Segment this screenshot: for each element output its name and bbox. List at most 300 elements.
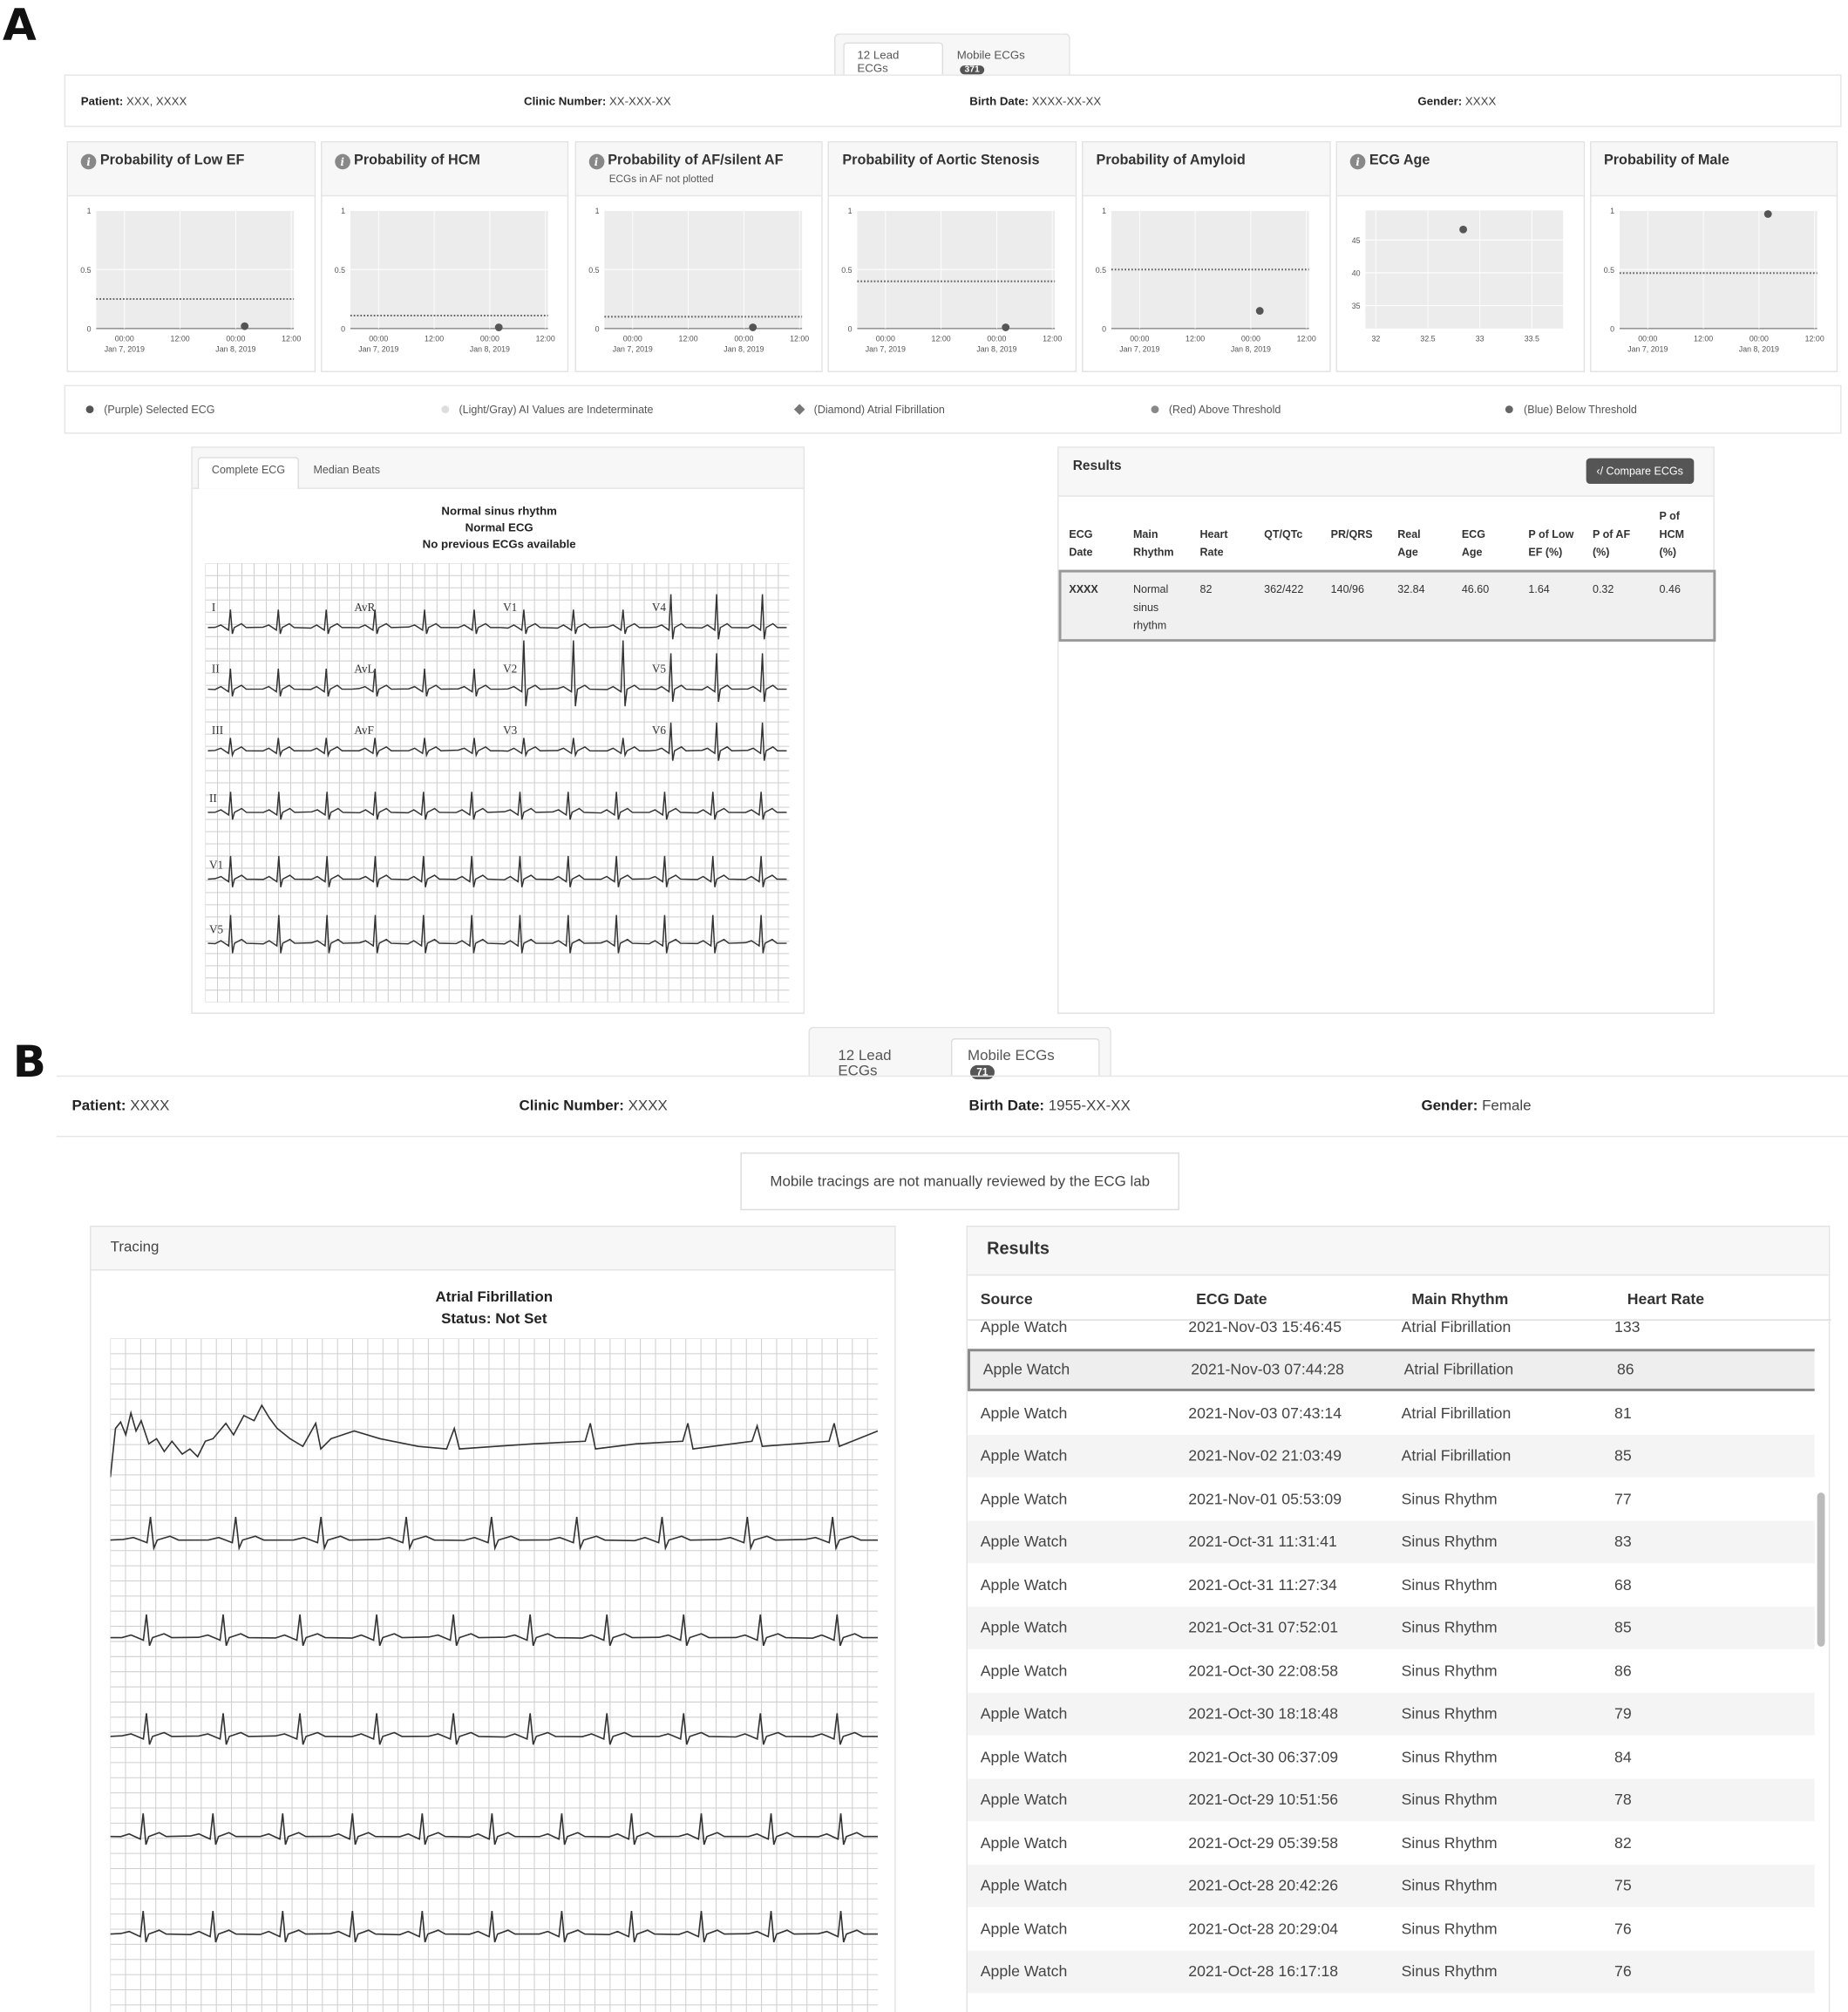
table-row[interactable] xyxy=(968,1821,1815,1864)
x-tick-label: 00:00 xyxy=(1130,334,1150,343)
y-tick-label: 1 xyxy=(340,207,345,216)
table-cell: Sinus Rhythm xyxy=(1401,1533,1498,1551)
table-cell: Apple Watch xyxy=(980,1920,1068,1938)
table-cell: Apple Watch xyxy=(980,1833,1068,1852)
table-cell: Apple Watch xyxy=(980,1704,1068,1723)
data-point xyxy=(749,323,757,331)
gender-label: Gender: xyxy=(1421,1098,1478,1114)
results-cell: XXXX xyxy=(1069,582,1098,596)
header-line: (%) xyxy=(1593,545,1610,559)
lead-label: III xyxy=(211,724,224,738)
table-cell: 2021-Oct-31 07:52:01 xyxy=(1188,1618,1339,1637)
x-tick-label: 12:00 xyxy=(1693,334,1713,343)
table-cell: 84 xyxy=(1614,1747,1632,1766)
y-tick-label: 1 xyxy=(848,207,853,216)
gender-field xyxy=(1392,94,1840,107)
data-point xyxy=(1459,226,1467,234)
column-header xyxy=(1593,525,1630,561)
results-cell: 32.84 xyxy=(1397,582,1425,596)
patient-field xyxy=(57,1098,499,1114)
x-tick-label: 32.5 xyxy=(1420,334,1436,343)
probability-card xyxy=(574,141,823,372)
column-header xyxy=(1397,525,1420,561)
lead-label: V1 xyxy=(208,858,224,872)
card-title: Probability of HCM xyxy=(354,153,480,168)
lead-label: V2 xyxy=(503,662,518,676)
table-cell: 76 xyxy=(1614,1920,1632,1938)
lead-label: AvR xyxy=(354,600,376,614)
table-row[interactable] xyxy=(968,1434,1815,1477)
interpretation-line: Normal sinus rhythm xyxy=(441,504,557,518)
twelve-lead-ecg-tracing xyxy=(206,563,790,1002)
lead-label: II xyxy=(208,792,217,805)
table-cell: Sinus Rhythm xyxy=(1401,1833,1498,1852)
clinic-label: Clinic Number: xyxy=(524,94,607,107)
compare-icon: ‹/ xyxy=(1596,464,1607,478)
complete-ecg-card xyxy=(191,446,805,1014)
indeterminate-dot-icon xyxy=(441,405,449,413)
tab-label: Mobile ECGs xyxy=(956,48,1025,62)
table-cell: Sinus Rhythm xyxy=(1401,1489,1498,1508)
header-line: Real xyxy=(1397,527,1421,540)
x-tick-label: 32 xyxy=(1371,334,1381,343)
card-header xyxy=(830,142,1076,196)
table-row[interactable] xyxy=(968,1907,1815,1950)
x-tick-label: 00:00 xyxy=(114,334,134,343)
tab-12-lead-ecgs[interactable] xyxy=(843,43,942,75)
table-cell: Apple Watch xyxy=(980,1575,1068,1594)
header-line: Age xyxy=(1461,545,1483,559)
column-header xyxy=(1264,525,1302,543)
header-line: QT/QTc xyxy=(1264,527,1303,540)
column-header: ECG Date xyxy=(1196,1289,1267,1308)
selected-dot-icon xyxy=(86,405,94,413)
tab-median-beats[interactable] xyxy=(299,457,394,487)
x-tick-label: 00:00 xyxy=(622,334,642,343)
table-cell: Sinus Rhythm xyxy=(1401,1618,1498,1637)
button-label: Compare ECGs xyxy=(1606,464,1683,478)
table-cell: 68 xyxy=(1614,1575,1632,1594)
x-tick-label: Jan 8, 2019 xyxy=(723,344,764,354)
y-tick-label: 0.5 xyxy=(80,265,92,275)
info-icon[interactable]: i xyxy=(588,154,604,170)
card-header xyxy=(68,142,314,196)
header-line: Rhythm xyxy=(1132,545,1174,559)
y-tick-label: 0 xyxy=(340,324,345,334)
scatter-chart xyxy=(1337,198,1581,372)
mobile-count-badge: 71 xyxy=(970,1065,995,1079)
patient-info-bar-a xyxy=(65,74,1842,126)
tab-label: Complete ECG xyxy=(211,463,286,477)
mobile-ecg-tracing xyxy=(111,1339,878,2012)
table-cell: 2021-Oct-29 05:39:58 xyxy=(1188,1833,1339,1852)
table-row[interactable] xyxy=(968,1950,1815,1993)
x-tick-label: Jan 7, 2019 xyxy=(612,344,653,354)
scatter-chart xyxy=(830,198,1074,372)
column-header xyxy=(1462,525,1485,561)
tracing-title: Tracing xyxy=(92,1227,895,1270)
patient-value: XXXX xyxy=(130,1098,170,1114)
results-list-b[interactable] xyxy=(968,1321,1815,2012)
column-header xyxy=(1331,525,1373,543)
table-cell: Apple Watch xyxy=(980,1747,1068,1766)
x-tick-label: Jan 7, 2019 xyxy=(1119,344,1160,354)
x-tick-label: 33.5 xyxy=(1524,334,1539,343)
table-cell: 2021-Nov-03 15:46:45 xyxy=(1188,1320,1342,1336)
clinic-field xyxy=(503,94,946,107)
tab-label: 12 Lead ECGs xyxy=(857,48,900,75)
legend-above-threshold xyxy=(1131,403,1485,416)
table-row[interactable] xyxy=(968,1692,1815,1735)
header-line: ECG xyxy=(1069,527,1093,540)
data-point xyxy=(1002,323,1010,331)
y-tick-label: 0 xyxy=(1609,324,1614,334)
lead-label: AvF xyxy=(354,724,374,738)
birth-field xyxy=(947,94,1392,107)
table-cell: Apple Watch xyxy=(980,1662,1068,1680)
results-cell: 46.60 xyxy=(1461,582,1490,596)
table-cell: Apple Watch xyxy=(980,1533,1068,1551)
status-label: Status: Not Set xyxy=(441,1311,547,1328)
info-icon[interactable]: i xyxy=(81,154,97,170)
lead-label: II xyxy=(211,662,220,676)
header-line: EF (%) xyxy=(1528,545,1563,559)
table-cell: 2021-Nov-03 07:43:14 xyxy=(1188,1404,1342,1422)
table-cell: 2021-Oct-28 16:17:18 xyxy=(1188,1962,1339,1981)
legend-label: (Purple) Selected ECG xyxy=(104,403,215,416)
birth-label: Birth Date: xyxy=(969,94,1029,107)
table-cell: 83 xyxy=(1614,1533,1632,1551)
table-cell: 77 xyxy=(1614,1489,1632,1508)
card-title: Probability of AF/silent AF xyxy=(608,153,784,168)
table-row[interactable] xyxy=(968,1563,1815,1606)
table-cell: 2021-Oct-28 20:29:04 xyxy=(1188,1920,1339,1938)
x-tick-label: Jan 7, 2019 xyxy=(357,344,399,354)
gender-field xyxy=(1396,1098,1848,1114)
legend-below-threshold xyxy=(1485,403,1840,416)
lead-label: V1 xyxy=(503,600,518,614)
x-tick-label: 00:00 xyxy=(479,334,499,343)
y-tick-label: 0 xyxy=(86,324,92,334)
x-tick-label: 00:00 xyxy=(733,334,753,343)
table-cell: Atrial Fibrillation xyxy=(1403,1360,1514,1379)
tab-mobile-ecgs[interactable] xyxy=(951,1038,1100,1076)
table-cell: Sinus Rhythm xyxy=(1401,1920,1498,1938)
table-cell: Apple Watch xyxy=(980,1876,1068,1895)
x-tick-label: 00:00 xyxy=(226,334,246,343)
column-header xyxy=(1069,525,1092,561)
x-tick-label: 12:00 xyxy=(677,334,698,343)
probability-card xyxy=(321,141,569,372)
y-tick-label: 0.5 xyxy=(334,265,345,275)
table-cell: Apple Watch xyxy=(980,1320,1068,1336)
header-line: (%) xyxy=(1659,545,1677,559)
ecg-view-tabs xyxy=(193,448,804,489)
x-tick-label: 12:00 xyxy=(1186,334,1206,343)
table-cell: Apple Watch xyxy=(980,1489,1068,1508)
tracing-interpretation xyxy=(92,1288,898,1331)
x-tick-label: Jan 7, 2019 xyxy=(866,344,907,354)
results-row[interactable] xyxy=(1059,570,1716,642)
results-scrollbar[interactable] xyxy=(1817,1492,1825,1647)
card-title: Probability of Male xyxy=(1603,153,1729,168)
header-line: HCM xyxy=(1659,527,1685,540)
header-line: PR/QRS xyxy=(1330,527,1373,540)
y-tick-label: 1 xyxy=(86,207,92,216)
table-row[interactable] xyxy=(968,1349,1815,1391)
ecg-type-tabs-b xyxy=(808,1027,1111,1080)
probability-card xyxy=(828,141,1077,372)
panel-label-a: A xyxy=(2,0,37,51)
table-cell: 133 xyxy=(1614,1320,1641,1336)
lead-label: V6 xyxy=(651,724,667,738)
x-tick-label: Jan 8, 2019 xyxy=(1231,344,1272,354)
patient-value: XXX, XXXX xyxy=(126,94,187,107)
card-title: ECG Age xyxy=(1369,153,1430,168)
lead-label: V5 xyxy=(651,662,667,676)
results-cell: 82 xyxy=(1199,582,1213,596)
results-cell: Normal sinus rhythm xyxy=(1132,582,1169,632)
table-row[interactable] xyxy=(968,1478,1815,1520)
table-cell: Apple Watch xyxy=(980,1446,1068,1465)
x-tick-label: 12:00 xyxy=(282,334,302,343)
birth-field xyxy=(946,1098,1396,1114)
legend-label: (Light/Gray) AI Values are Indeterminate xyxy=(459,403,654,416)
interpretation-line: Normal ECG xyxy=(465,520,533,534)
results-header-row xyxy=(968,1277,1831,1321)
header-line: Main xyxy=(1132,527,1158,540)
x-tick-label: 12:00 xyxy=(789,334,809,343)
x-tick-label: 12:00 xyxy=(932,334,952,343)
table-cell: 2021-Oct-31 11:27:34 xyxy=(1188,1575,1337,1594)
y-tick-label: 0.5 xyxy=(841,265,853,275)
clinic-value: XX-XXX-XX xyxy=(608,94,671,107)
card-header xyxy=(575,142,821,196)
results-table-a xyxy=(1059,500,1716,641)
column-header xyxy=(1528,525,1573,561)
scatter-chart xyxy=(68,198,312,372)
header-line: Heart xyxy=(1199,527,1228,540)
birth-value: 1955-XX-XX xyxy=(1048,1098,1131,1114)
diamond-icon xyxy=(794,404,805,414)
table-row[interactable] xyxy=(968,1391,1815,1434)
compare-ecgs-button[interactable] xyxy=(1586,459,1694,484)
table-cell: 81 xyxy=(1614,1404,1632,1422)
y-tick-label: 0 xyxy=(594,324,599,334)
table-cell: Sinus Rhythm xyxy=(1401,1704,1498,1723)
tab-label: Median Beats xyxy=(313,463,381,477)
x-tick-label: 12:00 xyxy=(1043,334,1063,343)
table-cell: Sinus Rhythm xyxy=(1401,1575,1498,1594)
card-header xyxy=(1591,142,1837,196)
tab-label: Mobile ECGs xyxy=(967,1048,1055,1064)
probability-card xyxy=(67,141,316,372)
x-tick-label: 00:00 xyxy=(1241,334,1261,343)
x-tick-label: 12:00 xyxy=(1296,334,1317,343)
x-tick-label: Jan 8, 2019 xyxy=(215,344,256,354)
column-header xyxy=(1133,525,1174,561)
x-tick-label: Jan 8, 2019 xyxy=(469,344,510,354)
table-cell: 2021-Oct-29 10:51:56 xyxy=(1188,1791,1339,1809)
y-tick-label: 35 xyxy=(1351,302,1361,311)
results-cell: 362/422 xyxy=(1264,582,1304,596)
column-header: Heart Rate xyxy=(1627,1289,1705,1308)
table-row[interactable] xyxy=(968,1735,1815,1777)
data-point xyxy=(1256,307,1264,315)
table-cell: 75 xyxy=(1614,1876,1632,1895)
legend-label: (Blue) Below Threshold xyxy=(1524,403,1637,416)
lead-label: AvL xyxy=(354,662,375,676)
card-subtitle: ECGs in AF not plotted xyxy=(608,173,714,185)
scatter-chart xyxy=(322,198,566,372)
table-cell: 2021-Nov-03 07:44:28 xyxy=(1191,1360,1345,1379)
data-point xyxy=(494,323,502,331)
y-tick-label: 1 xyxy=(1609,207,1614,216)
card-header xyxy=(322,142,567,196)
table-cell: 2021-Nov-01 05:53:09 xyxy=(1188,1489,1342,1508)
table-cell: 2021-Oct-30 22:08:58 xyxy=(1188,1662,1339,1680)
tracing-card xyxy=(90,1226,896,2012)
x-tick-label: 12:00 xyxy=(170,334,190,343)
lead-label: V5 xyxy=(208,922,224,936)
below-dot-icon xyxy=(1505,405,1513,413)
legend-indeterminate xyxy=(420,403,775,416)
y-tick-label: 0 xyxy=(848,324,853,334)
grid-background xyxy=(111,1339,878,2012)
x-tick-label: 12:00 xyxy=(535,334,555,343)
above-dot-icon xyxy=(1151,405,1158,413)
patient-field xyxy=(65,94,503,107)
gender-value: XXXX xyxy=(1464,94,1497,107)
x-tick-label: Jan 7, 2019 xyxy=(1627,344,1668,354)
header-line: P of AF xyxy=(1593,527,1631,540)
results-cell: 140/96 xyxy=(1330,582,1364,596)
patient-info-bar-b xyxy=(57,1076,1848,1138)
scatter-chart xyxy=(1591,198,1835,372)
results-title: Results xyxy=(968,1227,1829,1275)
table-cell: 86 xyxy=(1616,1360,1634,1379)
x-tick-label: 00:00 xyxy=(1637,334,1658,343)
y-tick-label: 0 xyxy=(1102,324,1107,334)
scatter-chart xyxy=(1084,198,1328,372)
lead-label: I xyxy=(211,600,216,614)
y-tick-label: 1 xyxy=(1102,207,1107,216)
table-cell: Atrial Fibrillation xyxy=(1401,1446,1512,1465)
header-line: Date xyxy=(1069,545,1093,559)
table-cell: Sinus Rhythm xyxy=(1401,1747,1498,1766)
header-line: Age xyxy=(1397,545,1418,559)
ecg-type-tabs-a xyxy=(834,33,1070,74)
tab-12-lead-ecgs[interactable] xyxy=(820,1038,951,1080)
table-cell: 76 xyxy=(1614,1962,1632,1981)
legend-label: (Red) Above Threshold xyxy=(1168,403,1281,416)
results-card-a xyxy=(1057,446,1715,1014)
mobile-count-badge: 371 xyxy=(960,65,985,74)
y-tick-label: 0.5 xyxy=(1603,265,1614,275)
y-tick-label: 0.5 xyxy=(1096,265,1107,275)
tab-complete-ecg[interactable] xyxy=(198,457,300,489)
table-row[interactable] xyxy=(968,1606,1815,1648)
y-tick-label: 0.5 xyxy=(588,265,599,275)
table-cell: 2021-Oct-31 11:31:41 xyxy=(1188,1533,1337,1551)
table-row[interactable] xyxy=(968,1520,1815,1563)
results-card-b xyxy=(967,1226,1831,2012)
manual-review-notice: Mobile tracings are not manually reviewed by the ECG lab xyxy=(740,1152,1179,1210)
patient-label: Patient: xyxy=(71,1098,126,1114)
table-cell: 85 xyxy=(1614,1446,1632,1465)
results-title: Results xyxy=(1059,448,1714,497)
x-tick-label: Jan 8, 2019 xyxy=(976,344,1018,354)
results-cell: 0.32 xyxy=(1593,582,1614,596)
table-cell: Apple Watch xyxy=(980,1618,1068,1637)
patient-label: Patient: xyxy=(80,94,124,107)
table-cell: 85 xyxy=(1614,1618,1632,1637)
x-tick-label: 00:00 xyxy=(368,334,389,343)
lead-label: V4 xyxy=(651,600,667,614)
legend-selected-ecg xyxy=(65,403,420,416)
table-cell: 82 xyxy=(1614,1833,1632,1852)
header-line: P of xyxy=(1659,509,1680,523)
table-row[interactable] xyxy=(968,1778,1815,1821)
probability-card xyxy=(1082,141,1330,372)
table-cell: 2021-Oct-30 18:18:48 xyxy=(1188,1704,1339,1723)
table-row[interactable] xyxy=(968,1321,1815,1349)
y-tick-label: 1 xyxy=(594,207,599,216)
x-tick-label: Jan 7, 2019 xyxy=(104,344,145,354)
data-point xyxy=(1763,210,1771,218)
table-cell: Sinus Rhythm xyxy=(1401,1662,1498,1680)
results-cell: 1.64 xyxy=(1528,582,1550,596)
table-cell: 86 xyxy=(1614,1662,1632,1680)
table-cell: Sinus Rhythm xyxy=(1401,1962,1498,1981)
table-cell: Atrial Fibrillation xyxy=(1401,1404,1512,1422)
table-row[interactable] xyxy=(968,1864,1815,1907)
tab-mobile-ecgs[interactable] xyxy=(943,43,1062,75)
gender-value: Female xyxy=(1482,1098,1532,1114)
table-row[interactable] xyxy=(968,1649,1815,1692)
table-cell: Apple Watch xyxy=(980,1962,1068,1981)
legend-atrial-fibrillation xyxy=(775,403,1130,416)
interpretation-line: No previous ECGs available xyxy=(422,537,576,551)
info-icon[interactable]: i xyxy=(335,154,350,170)
table-cell: Apple Watch xyxy=(982,1360,1070,1379)
table-cell: Sinus Rhythm xyxy=(1401,1791,1498,1809)
x-tick-label: 00:00 xyxy=(1749,334,1769,343)
x-tick-label: 00:00 xyxy=(987,334,1008,343)
table-cell: Apple Watch xyxy=(980,1791,1068,1809)
table-cell: 79 xyxy=(1614,1704,1632,1723)
column-header: Source xyxy=(980,1289,1033,1308)
table-cell: 2021-Nov-02 21:03:49 xyxy=(1188,1446,1342,1465)
probability-card xyxy=(1336,141,1585,372)
card-header xyxy=(1337,142,1583,196)
y-tick-label: 40 xyxy=(1351,268,1361,278)
rhythm-label: Atrial Fibrillation xyxy=(435,1289,554,1306)
info-icon[interactable]: i xyxy=(1350,154,1366,170)
table-cell: Apple Watch xyxy=(980,1404,1068,1422)
card-title: Probability of Amyloid xyxy=(1096,153,1246,168)
column-header: Main Rhythm xyxy=(1411,1289,1509,1308)
scatter-chart xyxy=(575,198,819,372)
table-cell: 2021-Oct-30 06:37:09 xyxy=(1188,1747,1339,1766)
x-tick-label: 12:00 xyxy=(1804,334,1824,343)
x-tick-label: 00:00 xyxy=(876,334,896,343)
y-tick-label: 45 xyxy=(1351,235,1361,245)
x-tick-label: 12:00 xyxy=(424,334,444,343)
chart-legend-bar xyxy=(65,385,1842,434)
card-title: Probability of Aortic Stenosis xyxy=(842,153,1040,168)
tab-label: 12 Lead ECGs xyxy=(838,1048,892,1080)
